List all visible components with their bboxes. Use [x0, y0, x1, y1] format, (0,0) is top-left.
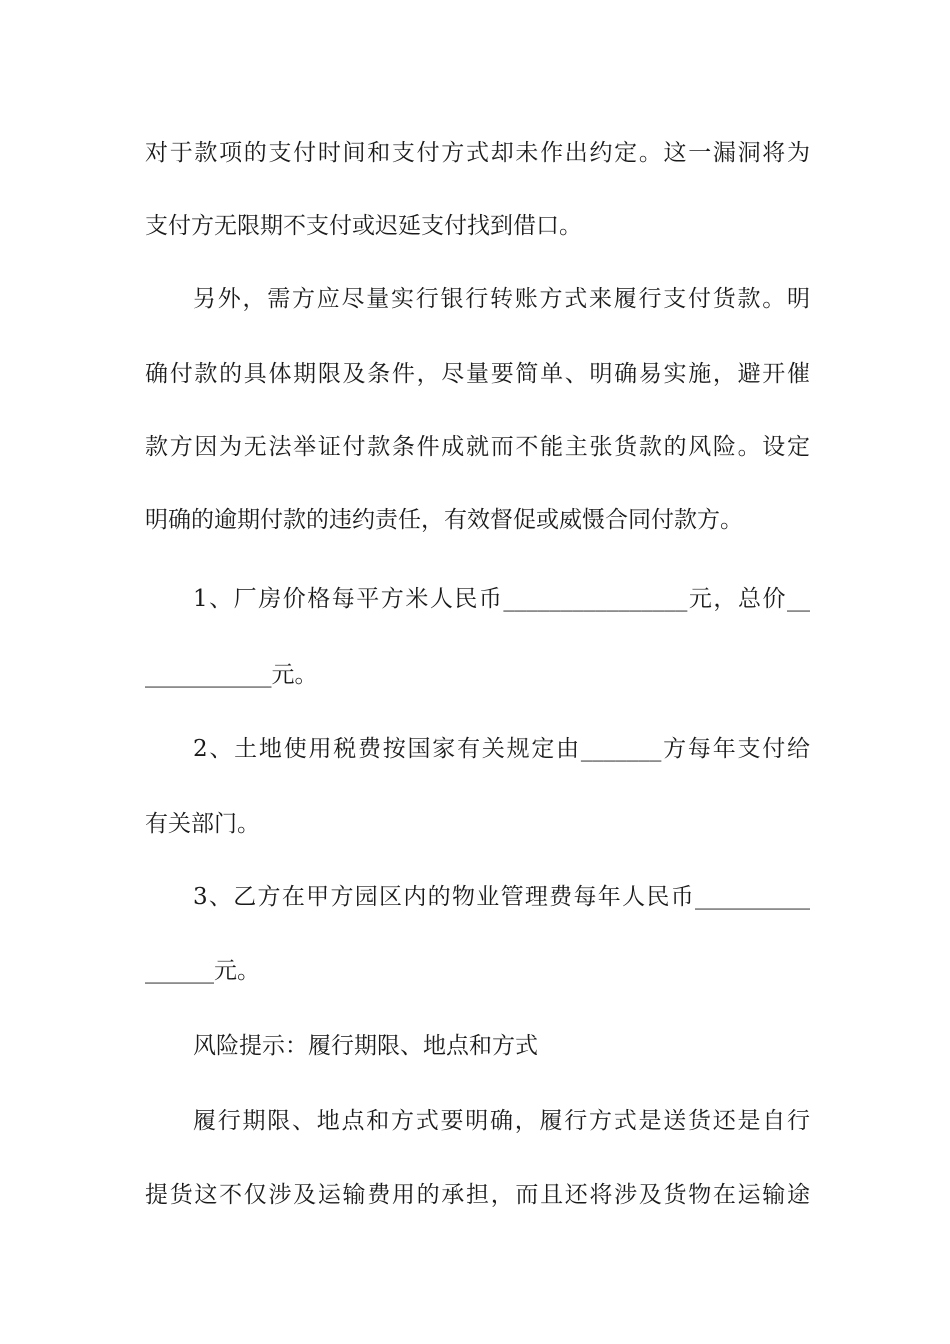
text-line: 对于款项的支付时间和支付方式却未作出约定。这一漏洞将为	[145, 140, 810, 166]
text-line: 款方因为无法举证付款条件成就而不能主张货款的风险。设定	[145, 434, 810, 460]
text-line: 确付款的具体期限及条件，尽量要简单、明确易实施，避开催	[145, 361, 810, 387]
text-line: 明确的逾期付款的违约责任，有效督促或威慑合同付款方。	[145, 507, 743, 533]
text-line: ___________元。	[145, 662, 318, 688]
text-line: 有关部门。	[145, 811, 260, 837]
text-line: 风险提示：履行期限、地点和方式	[193, 1033, 538, 1059]
text-line: 3、乙方在甲方园区内的物业管理费每年人民币__________	[193, 884, 810, 910]
text-line: 履行期限、地点和方式要明确，履行方式是送货还是自行	[193, 1108, 810, 1134]
text-line: 另外，需方应尽量实行银行转账方式来履行支付货款。明	[193, 286, 810, 312]
text-line: 2、土地使用税费按国家有关规定由_______方每年支付给	[193, 736, 810, 762]
text-line: ______元。	[145, 958, 260, 984]
text-line: 1、厂房价格每平方米人民币________________元，总价__	[193, 586, 810, 612]
text-line: 支付方无限期不支付或迟延支付找到借口。	[145, 213, 582, 239]
text-line: 提货这不仅涉及运输费用的承担，而且还将涉及货物在运输途	[145, 1182, 810, 1208]
